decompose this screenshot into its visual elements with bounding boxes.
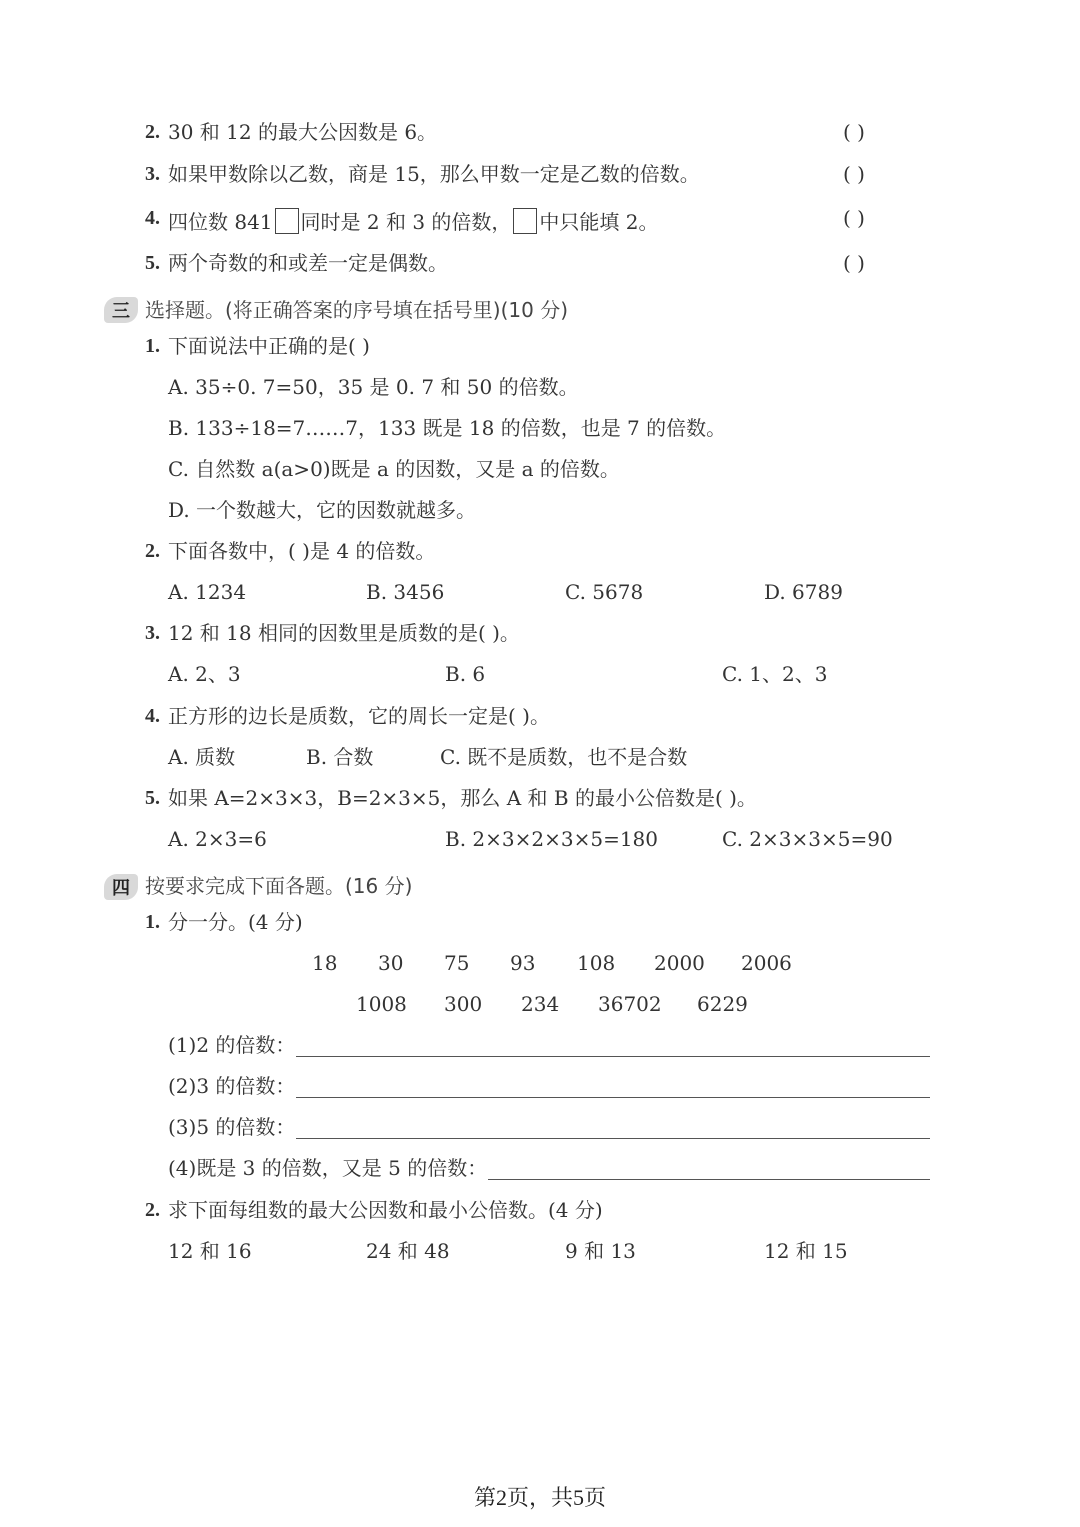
blank-label: (2)3 的倍数： — [168, 1074, 296, 1098]
item-text: 如果甲数除以乙数，商是 15，那么甲数一定是乙数的倍数。 — [168, 162, 700, 186]
item-text-part-b: 同时是 2 和 3 的倍数， — [300, 210, 512, 234]
item-number: 2. — [145, 121, 160, 143]
answer-line[interactable] — [296, 1056, 930, 1057]
question-text: 正方形的边长是质数，它的周长一定是( )。 — [168, 704, 550, 728]
option-a: A. 1234 — [168, 580, 247, 604]
number-pair: 12 和 16 — [168, 1239, 252, 1263]
question-text: 下面说法中正确的是( ) — [168, 334, 370, 358]
section-badge: 三 — [104, 297, 138, 323]
number-cell: 36702 — [598, 992, 662, 1016]
question-text: 求下面每组数的最大公因数和最小公倍数。(4 分) — [168, 1198, 603, 1222]
option-c: C. 5678 — [565, 580, 644, 604]
section-title: 按要求完成下面各题。(16 分) — [145, 874, 413, 898]
answer-paren[interactable]: ( ) — [843, 120, 865, 144]
option-b: B. 合数 — [306, 745, 374, 769]
option-a: A. 质数 — [168, 745, 236, 769]
option-b: B. 2×3×2×3×5=180 — [445, 827, 658, 851]
option-b: B. 133÷18=7……7，133 既是 18 的倍数，也是 7 的倍数。 — [168, 416, 727, 440]
number-cell: 2006 — [741, 951, 792, 975]
blank-box[interactable] — [513, 208, 537, 234]
question-number: 2. — [145, 1199, 160, 1221]
answer-line[interactable] — [488, 1179, 930, 1180]
blank-box[interactable] — [275, 208, 299, 234]
number-cell: 108 — [577, 951, 616, 975]
item-text-part-a: 四位数 841 — [168, 210, 273, 234]
item-text: 两个奇数的和或差一定是偶数。 — [168, 251, 448, 275]
item-text-part-c: 中只能填 2。 — [539, 210, 659, 234]
number-cell: 6229 — [697, 992, 748, 1016]
question-number: 3. — [145, 622, 160, 644]
option-c: C. 2×3×3×5=90 — [722, 827, 893, 851]
option-c: C. 自然数 a(a>0)既是 a 的因数，又是 a 的倍数。 — [168, 457, 620, 481]
blank-label: (1)2 的倍数： — [168, 1033, 296, 1057]
answer-line[interactable] — [296, 1097, 930, 1098]
question-number: 5. — [145, 787, 160, 809]
item-number: 5. — [145, 252, 160, 274]
option-c: C. 既不是质数，也不是合数 — [440, 745, 688, 769]
question-text: 12 和 18 相同的因数里是质数的是( )。 — [168, 621, 520, 645]
question-text: 如果 A=2×3×3，B=2×3×5，那么 A 和 B 的最小公倍数是( )。 — [168, 786, 757, 810]
number-cell: 75 — [444, 951, 470, 975]
answer-paren[interactable]: ( ) — [843, 162, 865, 186]
number-cell: 18 — [312, 951, 338, 975]
option-b: B. 3456 — [366, 580, 445, 604]
answer-paren[interactable]: ( ) — [843, 251, 865, 275]
blank-label: (3)5 的倍数： — [168, 1115, 296, 1139]
number-cell: 93 — [510, 951, 536, 975]
item-number: 4. — [145, 207, 160, 229]
number-pair: 9 和 13 — [565, 1239, 636, 1263]
number-pair: 24 和 48 — [366, 1239, 450, 1263]
item-text: 30 和 12 的最大公因数是 6。 — [168, 120, 438, 144]
option-a: A. 2、3 — [168, 662, 241, 686]
item-number: 3. — [145, 163, 160, 185]
number-cell: 1008 — [356, 992, 407, 1016]
question-number: 4. — [145, 705, 160, 727]
option-a: A. 35÷0. 7=50，35 是 0. 7 和 50 的倍数。 — [168, 375, 579, 399]
option-c: C. 1、2、3 — [722, 662, 828, 686]
question-text: 分一分。(4 分) — [168, 910, 303, 934]
item-text — [168, 208, 659, 234]
answer-line[interactable] — [296, 1138, 930, 1139]
blank-label: (4)既是 3 的倍数，又是 5 的倍数： — [168, 1156, 488, 1180]
number-cell: 30 — [378, 951, 404, 975]
number-pair: 12 和 15 — [764, 1239, 848, 1263]
option-a: A. 2×3=6 — [168, 827, 267, 851]
section-title: 选择题。(将正确答案的序号填在括号里)(10 分) — [145, 298, 569, 322]
question-number: 2. — [145, 540, 160, 562]
answer-paren[interactable]: ( ) — [843, 206, 865, 230]
option-d: D. 6789 — [764, 580, 843, 604]
question-number: 1. — [145, 335, 160, 357]
question-number: 1. — [145, 911, 160, 933]
page-footer: 第2页，共5页 — [473, 1485, 606, 1510]
number-cell: 2000 — [654, 951, 705, 975]
option-d: D. 一个数越大，它的因数就越多。 — [168, 498, 477, 522]
number-cell: 300 — [444, 992, 483, 1016]
section-badge: 四 — [104, 874, 138, 900]
question-text: 下面各数中，( )是 4 的倍数。 — [168, 539, 436, 563]
option-b: B. 6 — [445, 662, 486, 686]
number-cell: 234 — [521, 992, 560, 1016]
